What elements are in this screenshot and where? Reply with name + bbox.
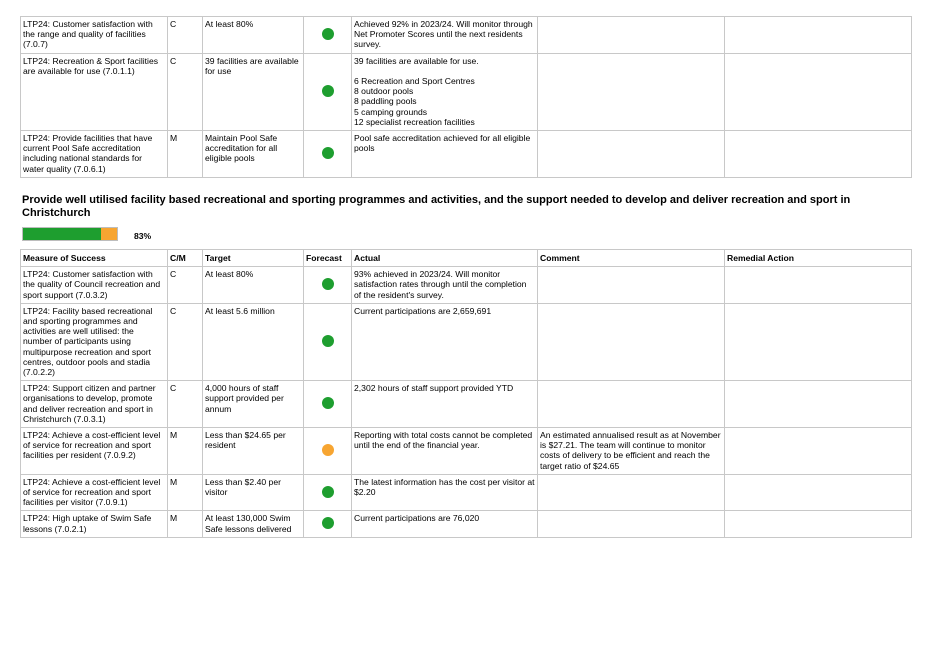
- cm-cell: C: [168, 381, 203, 428]
- header-target: Target: [203, 250, 304, 267]
- target-cell: At least 80%: [203, 267, 304, 304]
- forecast-status-dot-icon: [322, 85, 334, 97]
- measure-cell: LTP24: Provide facilities that have current Pool Safe accreditation including national standards for water quality (7.0.6.1): [21, 131, 168, 178]
- cm-cell: C: [168, 303, 203, 380]
- measure-cell: LTP24: Achieve a cost-efficient level of service for recreation and sport facilities per visitor (7.0.9.1): [21, 474, 168, 511]
- measure-cell: LTP24: Facility based recreational and sporting programmes and activities are well utilised: the number of participants using multipurpose recreation and sport centres, outdoor pools and stadia (7.0.2.2): [21, 303, 168, 380]
- comment-cell: [538, 131, 725, 178]
- measure-cell: LTP24: Recreation & Sport facilities are available for use (7.0.1.1): [21, 53, 168, 130]
- forecast-cell: [304, 303, 352, 380]
- remedial-cell: [725, 17, 912, 54]
- measure-cell: LTP24: Customer satisfaction with the range and quality of facilities (7.0.7): [21, 17, 168, 54]
- forecast-status-dot-icon: [322, 397, 334, 409]
- comment-cell: [538, 381, 725, 428]
- target-cell: Less than $2.40 per visitor: [203, 474, 304, 511]
- forecast-status-dot-icon: [322, 278, 334, 290]
- remedial-cell: [725, 303, 912, 380]
- forecast-cell: [304, 474, 352, 511]
- cm-cell: C: [168, 267, 203, 304]
- forecast-cell: [304, 511, 352, 537]
- forecast-cell: [304, 53, 352, 130]
- forecast-cell: [304, 267, 352, 304]
- remedial-cell: [725, 428, 912, 475]
- actual-cell: Achieved 92% in 2023/24. Will monitor through Net Promoter Scores until the next residents survey.: [352, 17, 538, 54]
- comment-cell: [538, 511, 725, 537]
- cm-cell: M: [168, 428, 203, 475]
- table-row: [21, 428, 912, 475]
- actual-cell: Current participations are 76,020: [352, 511, 538, 537]
- target-cell: Maintain Pool Safe accreditation for all eligible pools: [203, 131, 304, 178]
- table-header-row: [21, 250, 912, 267]
- section-progress-bar: [22, 227, 118, 241]
- forecast-cell: [304, 131, 352, 178]
- target-cell: At least 80%: [203, 17, 304, 54]
- section-title: Provide well utilised facility based recreational and sporting programmes and activities, and the support needed to develop and deliver recreation and sport in Christchurch: [22, 194, 851, 219]
- header-forecast: Forecast: [304, 250, 352, 267]
- forecast-status-dot-icon: [322, 147, 334, 159]
- table-row: [21, 17, 912, 54]
- actual-cell: 93% achieved in 2023/24. Will monitor satisfaction rates through until the completion of the resident's survey.: [352, 267, 538, 304]
- cm-cell: M: [168, 511, 203, 537]
- measure-cell: LTP24: Achieve a cost-efficient level of service for recreation and sport facilities per resident (7.0.9.2): [21, 428, 168, 475]
- table-row: [21, 53, 912, 130]
- remedial-cell: [725, 267, 912, 304]
- measure-cell: LTP24: Support citizen and partner organisations to develop, promote and deliver recreation and sport in Christchurch (7.0.3.1): [21, 381, 168, 428]
- kpi-table-programmes: [20, 249, 912, 538]
- table-row: [21, 303, 912, 380]
- comment-cell: [538, 267, 725, 304]
- table-row: [21, 511, 912, 537]
- comment-cell: An estimated annualised result as at November is $27.21. The team will continue to monitor costs of delivery to be efficient and reach the target ratio of $24.65: [538, 428, 725, 475]
- table-row: [21, 267, 912, 304]
- table-row: [21, 474, 912, 511]
- actual-cell: Reporting with total costs cannot be completed until the end of the financial year.: [352, 428, 538, 475]
- forecast-status-dot-icon: [322, 335, 334, 347]
- cm-cell: M: [168, 474, 203, 511]
- forecast-cell: [304, 428, 352, 475]
- remedial-cell: [725, 474, 912, 511]
- header-actual: Actual: [352, 250, 538, 267]
- remedial-cell: [725, 131, 912, 178]
- comment-cell: [538, 303, 725, 380]
- table-row: [21, 381, 912, 428]
- table-row: [21, 131, 912, 178]
- forecast-cell: [304, 17, 352, 54]
- progress-remaining-segment: [101, 228, 117, 240]
- forecast-cell: [304, 381, 352, 428]
- progress-achieved-segment: [23, 228, 101, 240]
- measure-cell: LTP24: Customer satisfaction with the quality of Council recreation and sport support (7.0.3.2): [21, 267, 168, 304]
- remedial-cell: [725, 53, 912, 130]
- actual-cell: Current participations are 2,659,691: [352, 303, 538, 380]
- forecast-status-dot-icon: [322, 444, 334, 456]
- header-measure: Measure of Success: [21, 250, 168, 267]
- comment-cell: [538, 474, 725, 511]
- cm-cell: C: [168, 17, 203, 54]
- header-comment: Comment: [538, 250, 725, 267]
- target-cell: 39 facilities are available for use: [203, 53, 304, 130]
- target-cell: Less than $24.65 per resident: [203, 428, 304, 475]
- actual-cell: Pool safe accreditation achieved for all eligible pools: [352, 131, 538, 178]
- comment-cell: [538, 17, 725, 54]
- remedial-cell: [725, 381, 912, 428]
- forecast-status-dot-icon: [322, 28, 334, 40]
- cm-cell: C: [168, 53, 203, 130]
- target-cell: At least 5.6 million: [203, 303, 304, 380]
- forecast-status-dot-icon: [322, 517, 334, 529]
- kpi-table-facilities: [20, 16, 912, 178]
- progress-percent-label: 83%: [134, 231, 152, 241]
- actual-cell: 39 facilities are available for use. 6 Recreation and Sport Centres 8 outdoor pools 8 paddling pools 5 camping grounds 12 specialist recreation facilities: [352, 53, 538, 130]
- comment-cell: [538, 53, 725, 130]
- remedial-cell: [725, 511, 912, 537]
- cm-cell: M: [168, 131, 203, 178]
- header-remedial: Remedial Action: [725, 250, 912, 267]
- actual-cell: 2,302 hours of staff support provided YTD: [352, 381, 538, 428]
- target-cell: At least 130,000 Swim Safe lessons delivered: [203, 511, 304, 537]
- actual-cell: The latest information has the cost per visitor at $2.20: [352, 474, 538, 511]
- forecast-status-dot-icon: [322, 486, 334, 498]
- target-cell: 4,000 hours of staff support provided per annum: [203, 381, 304, 428]
- measure-cell: LTP24: High uptake of Swim Safe lessons (7.0.2.1): [21, 511, 168, 537]
- header-cm: C/M: [168, 250, 203, 267]
